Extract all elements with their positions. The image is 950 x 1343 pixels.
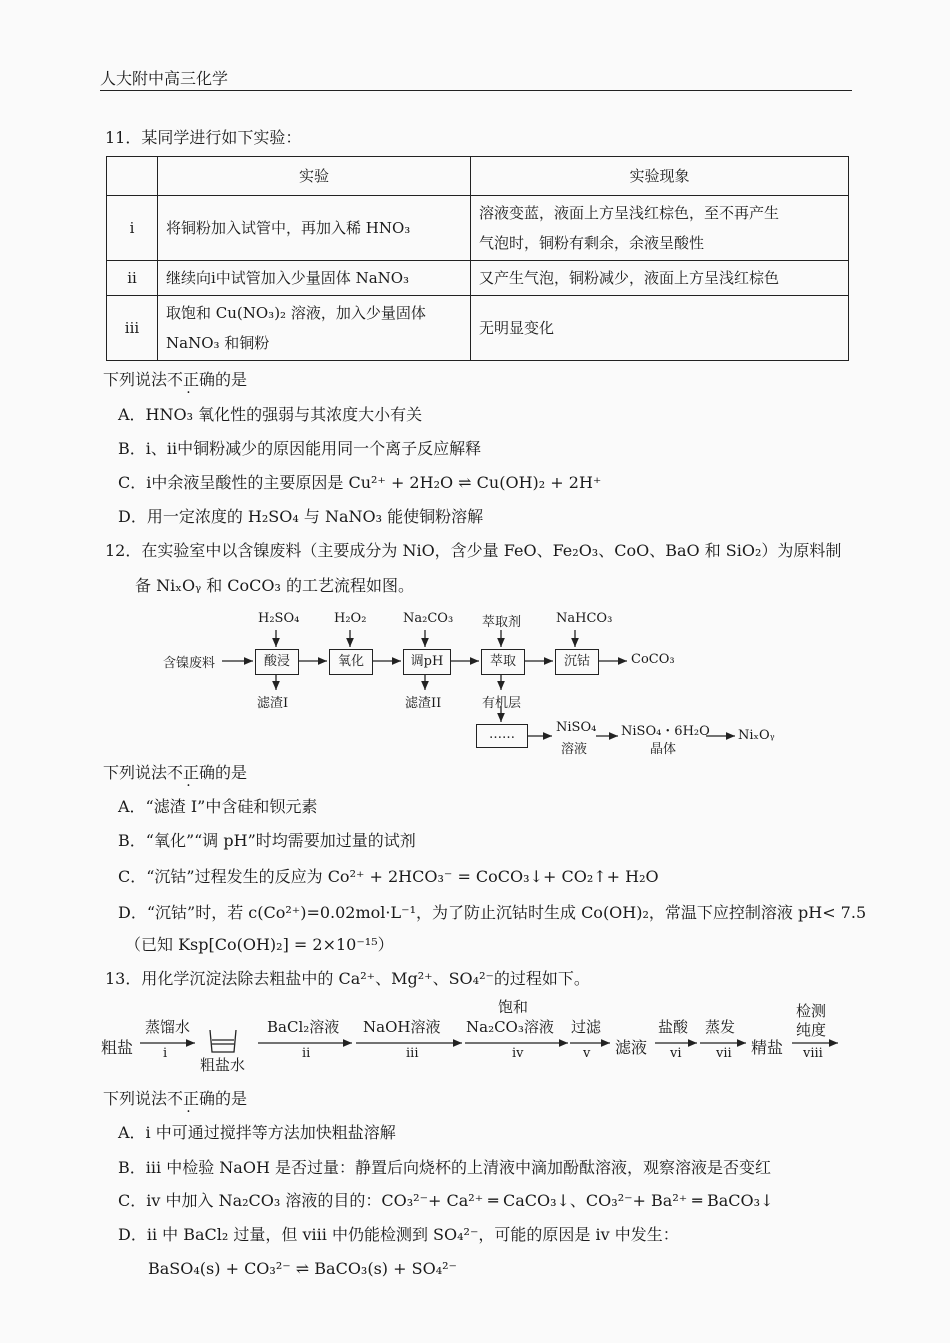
- flow-step-bottom: v: [583, 1046, 591, 1061]
- flow-residue: 滤渣II: [405, 696, 442, 711]
- flow-step: 萃取: [481, 649, 525, 675]
- q13-option-b: B．iii 中检验 NaOH 是否过量：静置后向烧杯的上清液中滴加酚酞溶液，观察溶液是否变红: [118, 1158, 771, 1177]
- flow-organic: 有机层: [482, 696, 522, 711]
- row-id: ii: [107, 261, 158, 296]
- flow-step-top: 蒸馏水: [145, 1018, 191, 1036]
- q12-option-c: C．“沉钴”过程发生的反应为 Co²⁺ + 2HCO₃⁻ = CoCO₃↓+ CO₂↑+ H₂O: [118, 867, 659, 886]
- beaker-icon: [210, 1030, 236, 1052]
- emphasis-text: 不正确: [167, 370, 216, 389]
- flow-reagent: NaHCO₃: [556, 611, 613, 626]
- flow-mid: 滤液: [615, 1038, 648, 1057]
- table-header-cell: 实验: [158, 157, 471, 196]
- row-observation: 又产生气泡，铜粉减少，液面上方呈浅红棕色: [471, 261, 849, 296]
- flow-step-top: 蒸发: [705, 1018, 736, 1036]
- flow-step-top: 纯度: [796, 1021, 827, 1039]
- flow-step-bottom: vi: [670, 1046, 682, 1061]
- row-observation: 无明显变化: [471, 296, 849, 361]
- row-id: iii: [107, 296, 158, 361]
- beaker-label: 粗盐水: [200, 1056, 246, 1074]
- emphasis-text: 不正确: [167, 763, 216, 782]
- q11-option-c: C．i中余液呈酸性的主要原因是 Cu²⁺ + 2H₂O ⇌ Cu(OH)₂ + 2H⁺: [118, 473, 602, 492]
- q12-option-d: D．“沉钴”时，若 c(Co²⁺)=0.02mol·L⁻¹，为了防止沉钴时生成 Co(OH)₂，常温下应控制溶液 pH< 7.5: [118, 903, 867, 922]
- emphasis-text: 不正确: [167, 1089, 216, 1108]
- flow-step-top: 盐酸: [658, 1018, 689, 1036]
- q13-option-c: C．iv 中加入 Na₂CO₃ 溶液的目的：CO₃²⁻+ Ca²⁺ ═ CaCO₃↓、CO₃²⁻+ Ba²⁺ ═ BaCO₃↓: [118, 1191, 774, 1210]
- flow-branch: NiₓOᵧ: [738, 728, 775, 743]
- page-header: 人大附中高三化学: [100, 69, 229, 88]
- flow-output: CoCO₃: [631, 652, 675, 667]
- row-experiment: 将铜粉加入试管中，再加入稀 HNO₃: [158, 196, 471, 261]
- flow-step-bottom: iv: [512, 1046, 524, 1061]
- flow-branch: NiSO₄: [556, 720, 597, 735]
- q13-prompt: 下列说法不正确的是: [103, 1089, 248, 1108]
- flow-start: 粗盐: [101, 1038, 134, 1057]
- flow-step-top: 过滤: [571, 1018, 602, 1036]
- flow-step-bottom: viii: [803, 1046, 823, 1061]
- flow-branch: 溶液: [561, 742, 588, 757]
- table-header-cell: 实验现象: [471, 157, 849, 196]
- flow-step-bottom: vii: [716, 1046, 732, 1061]
- flow-reagent: 萃取剂: [482, 615, 522, 630]
- q11-stem: 11．某同学进行如下实验：: [105, 128, 302, 147]
- flow-step: 酸浸: [255, 649, 299, 675]
- row-experiment: 继续向i中试管加入少量固体 NaNO₃: [158, 261, 471, 296]
- flow-step: 调pH: [403, 649, 451, 675]
- q13-option-d: D．ii 中 BaCl₂ 过量，但 viii 中仍能检测到 SO₄²⁻，可能的原因是 iv 中发生：: [118, 1225, 679, 1244]
- q12-stem: 12．在实验室中以含镍废料（主要成分为 NiO，含少量 FeO、Fe₂O₃、CoO、BaO 和 SiO₂）为原料制: [105, 541, 842, 560]
- flow-step-top1: 饱和: [498, 998, 529, 1016]
- exp-line: NaNO₃ 和铜粉: [166, 334, 270, 352]
- flow-step-top: BaCl₂溶液: [267, 1018, 340, 1036]
- q12-option-b: B．“氧化”“调 pH”时均需要加过量的试剂: [118, 831, 416, 850]
- flow-end: 精盐: [751, 1038, 784, 1057]
- flow-reagent: Na₂CO₃: [403, 611, 454, 626]
- q12-option-a: A．“滤渣 I”中含硅和钡元素: [118, 797, 318, 816]
- flow-step-top1: 检测: [796, 1002, 827, 1020]
- q13-option-d-equation: BaSO₄(s) + CO₃²⁻ ⇌ BaCO₃(s) + SO₄²⁻: [148, 1259, 457, 1278]
- flow-residue: 滤渣I: [257, 696, 289, 711]
- flow-dots-box: ……: [476, 724, 528, 748]
- flow-step-top: Na₂CO₃溶液: [466, 1018, 554, 1036]
- q11-option-b: B．i、ii中铜粉减少的原因能用同一个离子反应解释: [118, 439, 482, 458]
- obs-line: 溶液变蓝，液面上方呈浅红棕色，至不再产生: [479, 204, 780, 222]
- flow-step-top: NaOH溶液: [363, 1018, 441, 1036]
- exp-line: 取饱和 Cu(NO₃)₂ 溶液，加入少量固体: [166, 304, 426, 322]
- flow-input: 含镍废料: [163, 656, 216, 671]
- q11-option-d: D．用一定浓度的 H₂SO₄ 与 NaNO₃ 能使铜粉溶解: [118, 507, 484, 526]
- flow-step-bottom: ii: [302, 1046, 311, 1061]
- flow-branch: 晶体: [650, 742, 677, 757]
- q11-prompt: 下列说法不正确的是: [103, 370, 248, 389]
- flow-reagent: H₂O₂: [334, 611, 367, 626]
- flow-step-bottom: i: [163, 1046, 168, 1061]
- flow-branch: NiSO₄・6H₂O: [621, 724, 710, 739]
- q12-option-d-note: （已知 Ksp[Co(OH)₂] = 2×10⁻¹⁵）: [125, 935, 394, 954]
- q12-stem-cont: 备 NiₓOᵧ 和 CoCO₃ 的工艺流程如图。: [135, 576, 415, 595]
- q13-option-a: A．i 中可通过搅拌等方法加快粗盐溶解: [118, 1123, 396, 1142]
- flow-step: 氧化: [329, 649, 373, 675]
- q11-option-a: A．HNO₃ 氧化性的强弱与其浓度大小有关: [118, 405, 423, 424]
- obs-line: 气泡时，铜粉有剩余，余液呈酸性: [479, 234, 705, 252]
- flow-reagent: H₂SO₄: [258, 611, 300, 626]
- flow-step-bottom: iii: [406, 1046, 419, 1061]
- q13-stem: 13．用化学沉淀法除去粗盐中的 Ca²⁺、Mg²⁺、SO₄²⁻的过程如下。: [105, 969, 590, 988]
- q12-prompt: 下列说法不正确的是: [103, 763, 248, 782]
- flow-step: 沉钴: [555, 649, 599, 675]
- row-id: i: [107, 196, 158, 261]
